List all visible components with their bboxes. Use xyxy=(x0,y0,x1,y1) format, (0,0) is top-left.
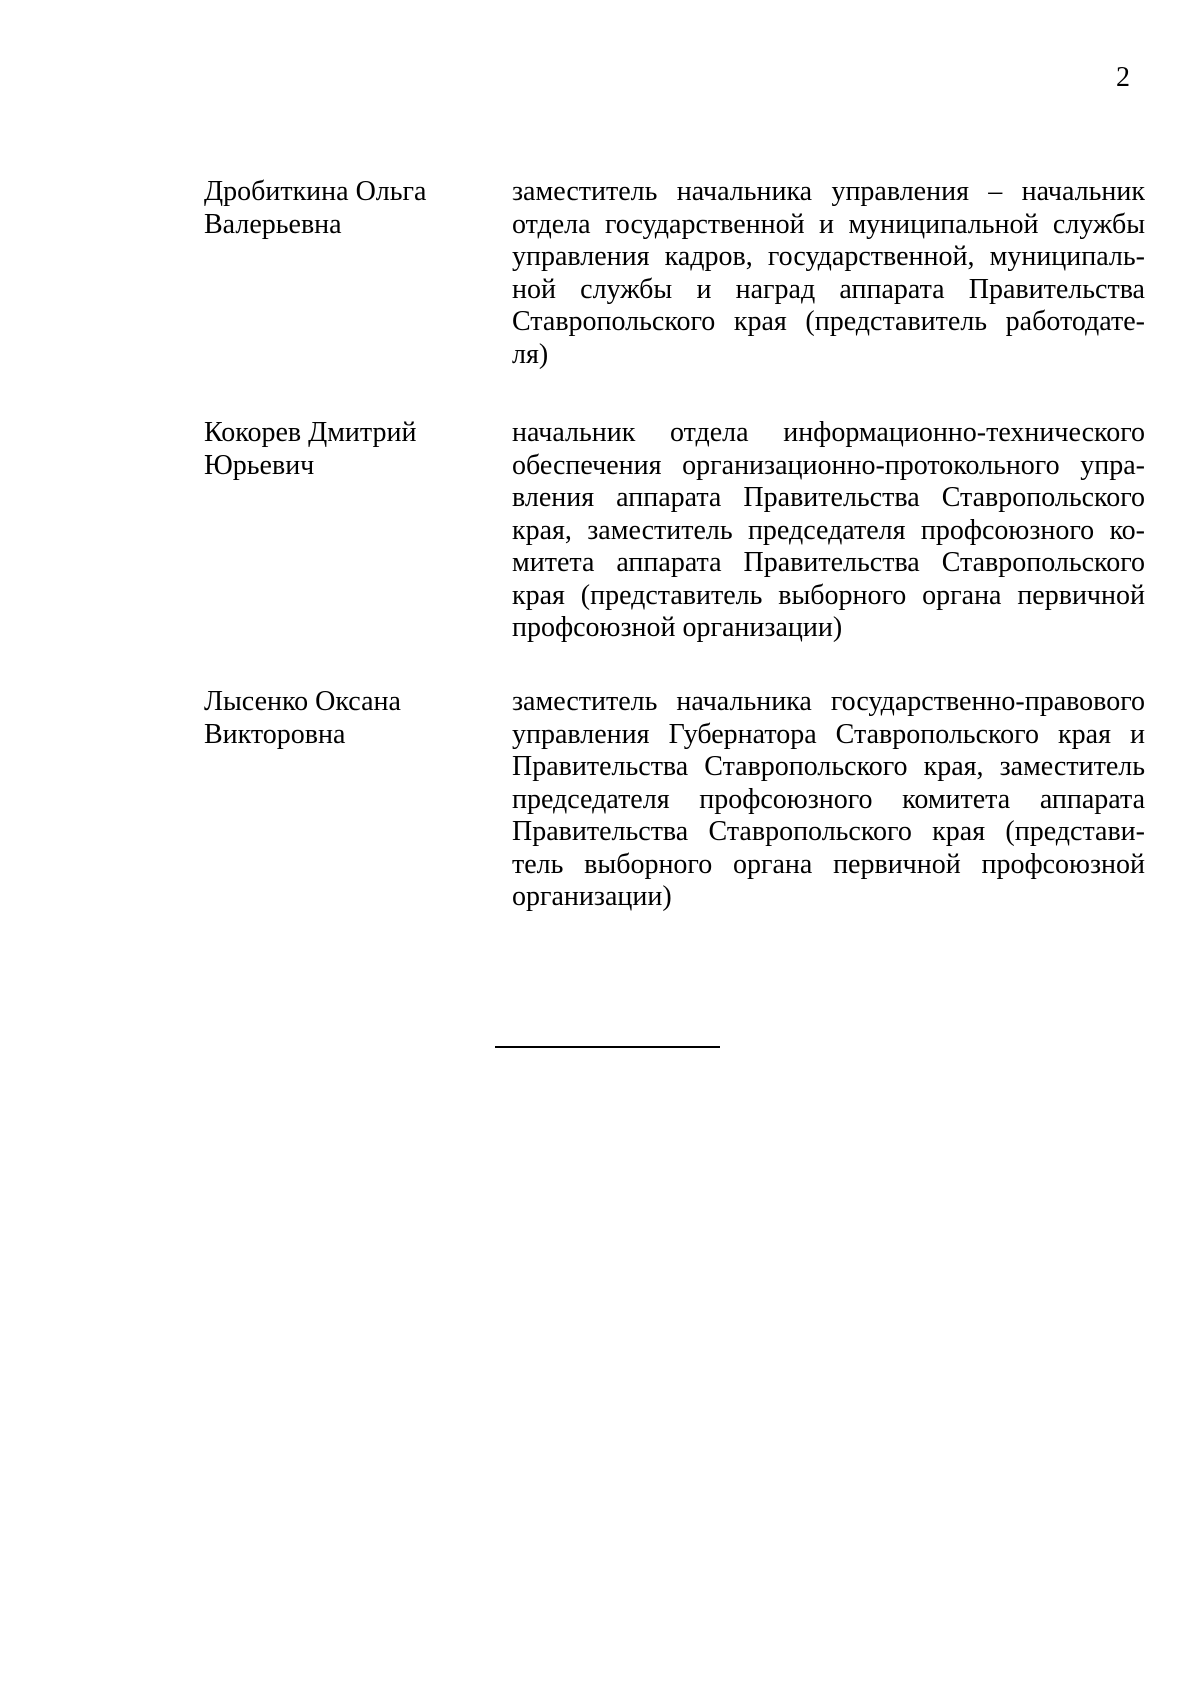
role-line: Ставропольского края (представитель работодате- xyxy=(512,306,1145,337)
member-name: Лысенко Оксана Викторовна xyxy=(204,686,401,750)
role-line: управления Губернатора Ставропольского края и xyxy=(512,718,1145,750)
role-line: председателя профсоюзного комитета аппарата xyxy=(512,783,1145,815)
role-line: начальник отдела информационно-технического xyxy=(512,417,1145,448)
page-number: 2 xyxy=(1116,62,1130,93)
role-line: Правительства Ставропольского края (представи- xyxy=(512,816,1145,847)
role-line: края (представитель выборного органа первичной xyxy=(512,579,1145,611)
role-line: вления аппарата Правительства Ставропольского xyxy=(512,482,1145,513)
member-role xyxy=(512,686,1145,914)
member-role xyxy=(512,417,1145,645)
role-line: организации) xyxy=(512,881,672,912)
role-line: митета аппарата Правительства Ставропольского xyxy=(512,547,1145,578)
role-line: края, заместитель председателя профсоюзного ко- xyxy=(512,514,1145,546)
role-line: ля) xyxy=(512,338,549,370)
role-line: профсоюзной организации) xyxy=(512,612,843,643)
closing-divider xyxy=(495,1046,720,1048)
role-line: Правительства Ставропольского края, заместитель xyxy=(512,751,1145,782)
role-line: обеспечения организационно-протокольного упра- xyxy=(512,449,1145,481)
role-line: отдела государственной и муниципальной службы xyxy=(512,208,1145,240)
role-line: заместитель начальника государственно-правового xyxy=(512,686,1145,717)
role-line: заместитель начальника управления – начальник xyxy=(512,176,1145,207)
member-name: Кокорев Дмитрий Юрьевич xyxy=(204,417,417,481)
role-line: ной службы и наград аппарата Правительства xyxy=(512,273,1145,305)
role-line: тель выборного органа первичной профсоюзной xyxy=(512,848,1145,880)
member-role xyxy=(512,176,1145,371)
member-name: Дробиткина Ольга Валерьевна xyxy=(204,176,427,240)
role-line: управления кадров, государственной, муниципаль- xyxy=(512,241,1145,272)
